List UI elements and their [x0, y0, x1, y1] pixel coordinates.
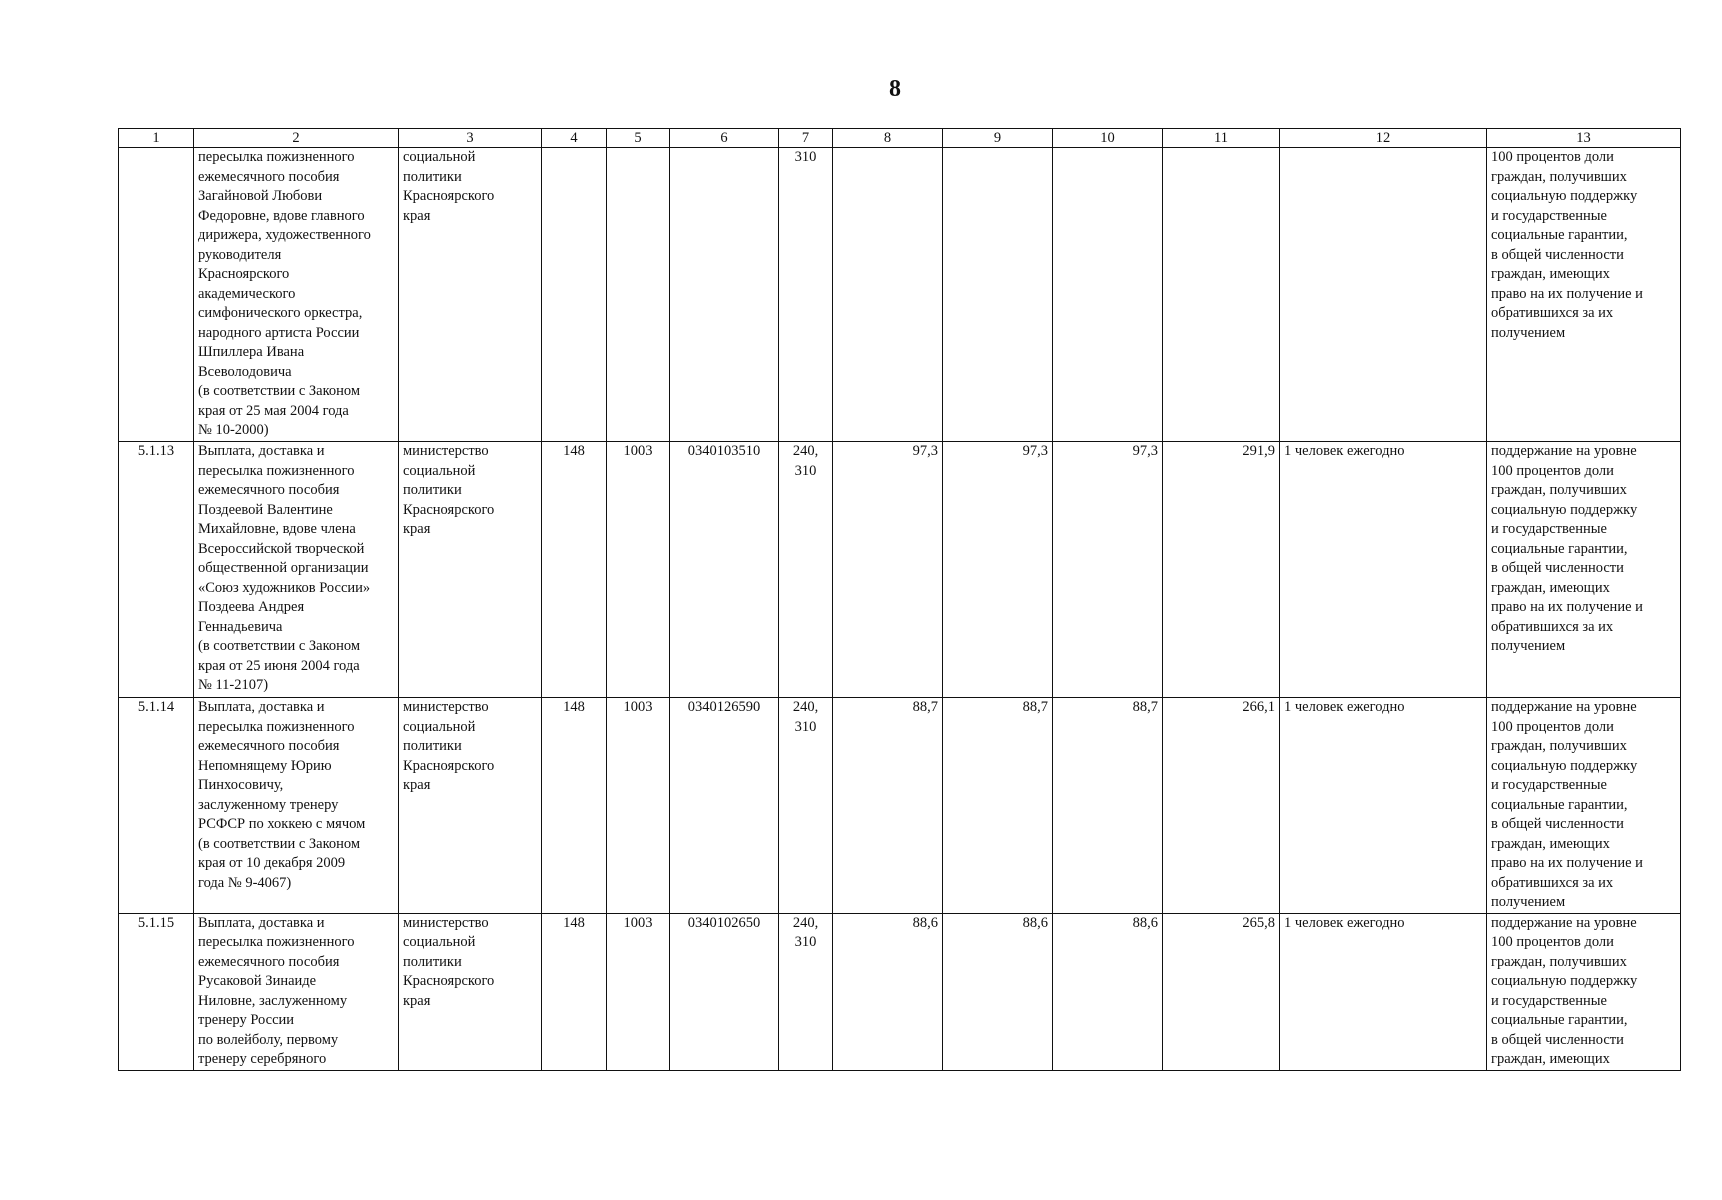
- table-row: [119, 442, 1681, 698]
- column-header-11: 11: [1163, 129, 1280, 148]
- total-cell: 265,8: [1163, 913, 1280, 1070]
- executor-cell: министерство социальной политики Красноярского края: [399, 913, 542, 1070]
- code-cell: [542, 148, 607, 442]
- executor-cell: министерство социальной политики Красноярского края: [399, 442, 542, 698]
- column-header-5: 5: [607, 129, 670, 148]
- row-number: [119, 148, 194, 442]
- indicator-cell: поддержание на уровне 100 процентов доли граждан, получивших социальную поддержку и государственные социальные гарантии, в общей численности граждан, имеющих: [1487, 913, 1681, 1070]
- amount-cell: 97,3: [1053, 442, 1163, 698]
- section-cell: 1003: [607, 913, 670, 1070]
- measure-description: Выплата, доставка и пересылка пожизненного ежемесячного пособия Поздеевой Валентине Михайловне, вдове члена Всероссийской творческой общественной организации «Союз художников России» Поздеева Андрея Геннадьевича (в соответствии с Законом края от 25 июня 2004 года № 11-2107): [194, 442, 399, 698]
- column-header-4: 4: [542, 129, 607, 148]
- column-header-3: 3: [399, 129, 542, 148]
- table-row: [119, 148, 1681, 442]
- executor-cell: социальной политики Красноярского края: [399, 148, 542, 442]
- amount-cell: [943, 148, 1053, 442]
- total-cell: 266,1: [1163, 698, 1280, 914]
- column-header-7: 7: [779, 129, 833, 148]
- column-header-9: 9: [943, 129, 1053, 148]
- amount-cell: 88,7: [1053, 698, 1163, 914]
- amount-cell: 88,6: [833, 913, 943, 1070]
- code-cell: 148: [542, 913, 607, 1070]
- executor-cell: министерство социальной политики Красноярского края: [399, 698, 542, 914]
- measure-description: пересылка пожизненного ежемесячного пособия Загайновой Любови Федоровне, вдове главного дирижера, художественного руководителя Красноярского академического симфонического оркестра, народного артиста России Шпиллера Ивана Всеволодовича (в соответствии с Законом края от 25 мая 2004 года № 10-2000): [194, 148, 399, 442]
- amount-cell: 88,6: [1053, 913, 1163, 1070]
- target-article-cell: [670, 148, 779, 442]
- program-table: [118, 128, 1681, 1071]
- column-header-13: 13: [1487, 129, 1681, 148]
- result-cell: 1 человек ежегодно: [1280, 913, 1487, 1070]
- column-header-8: 8: [833, 129, 943, 148]
- indicator-cell: поддержание на уровне 100 процентов доли граждан, получивших социальную поддержку и государственные социальные гарантии, в общей численности граждан, имеющих право на их получение и обратившихся за их получением: [1487, 698, 1681, 914]
- expense-type-cell: 240, 310: [779, 698, 833, 914]
- table-row: [119, 913, 1681, 1070]
- expense-type-cell: 240, 310: [779, 913, 833, 1070]
- column-header-12: 12: [1280, 129, 1487, 148]
- indicator-cell: поддержание на уровне 100 процентов доли граждан, получивших социальную поддержку и государственные социальные гарантии, в общей численности граждан, имеющих право на их получение и обратившихся за их получением: [1487, 442, 1681, 698]
- column-header-2: 2: [194, 129, 399, 148]
- result-cell: 1 человек ежегодно: [1280, 442, 1487, 698]
- row-number: 5.1.13: [119, 442, 194, 698]
- amount-cell: 97,3: [833, 442, 943, 698]
- target-article-cell: 0340126590: [670, 698, 779, 914]
- target-article-cell: 0340103510: [670, 442, 779, 698]
- amount-cell: 88,6: [943, 913, 1053, 1070]
- row-number: 5.1.15: [119, 913, 194, 1070]
- target-article-cell: 0340102650: [670, 913, 779, 1070]
- amount-cell: [833, 148, 943, 442]
- code-cell: 148: [542, 698, 607, 914]
- section-cell: 1003: [607, 442, 670, 698]
- expense-type-cell: 240, 310: [779, 442, 833, 698]
- amount-cell: 88,7: [833, 698, 943, 914]
- section-cell: [607, 148, 670, 442]
- header-row: [119, 129, 1681, 148]
- row-number: 5.1.14: [119, 698, 194, 914]
- result-cell: 1 человек ежегодно: [1280, 698, 1487, 914]
- section-cell: 1003: [607, 698, 670, 914]
- column-header-10: 10: [1053, 129, 1163, 148]
- column-header-1: 1: [119, 129, 194, 148]
- expense-type-cell: 310: [779, 148, 833, 442]
- total-cell: 291,9: [1163, 442, 1280, 698]
- measure-description: Выплата, доставка и пересылка пожизненного ежемесячного пособия Непомнящему Юрию Пинхосовичу, заслуженному тренеру РСФСР по хоккею с мячом (в соответствии с Законом края от 10 декабря 2009 года № 9-4067): [194, 698, 399, 914]
- page-number: 8: [889, 76, 901, 102]
- result-cell: [1280, 148, 1487, 442]
- indicator-cell: 100 процентов доли граждан, получивших социальную поддержку и государственные социальные гарантии, в общей численности граждан, имеющих право на их получение и обратившихся за их получением: [1487, 148, 1681, 442]
- code-cell: 148: [542, 442, 607, 698]
- column-header-6: 6: [670, 129, 779, 148]
- amount-cell: 97,3: [943, 442, 1053, 698]
- amount-cell: 88,7: [943, 698, 1053, 914]
- amount-cell: [1053, 148, 1163, 442]
- table-row: [119, 698, 1681, 914]
- total-cell: [1163, 148, 1280, 442]
- measure-description: Выплата, доставка и пересылка пожизненного ежемесячного пособия Русаковой Зинаиде Ниловне, заслуженному тренеру России по волейболу, первому тренеру серебряного: [194, 913, 399, 1070]
